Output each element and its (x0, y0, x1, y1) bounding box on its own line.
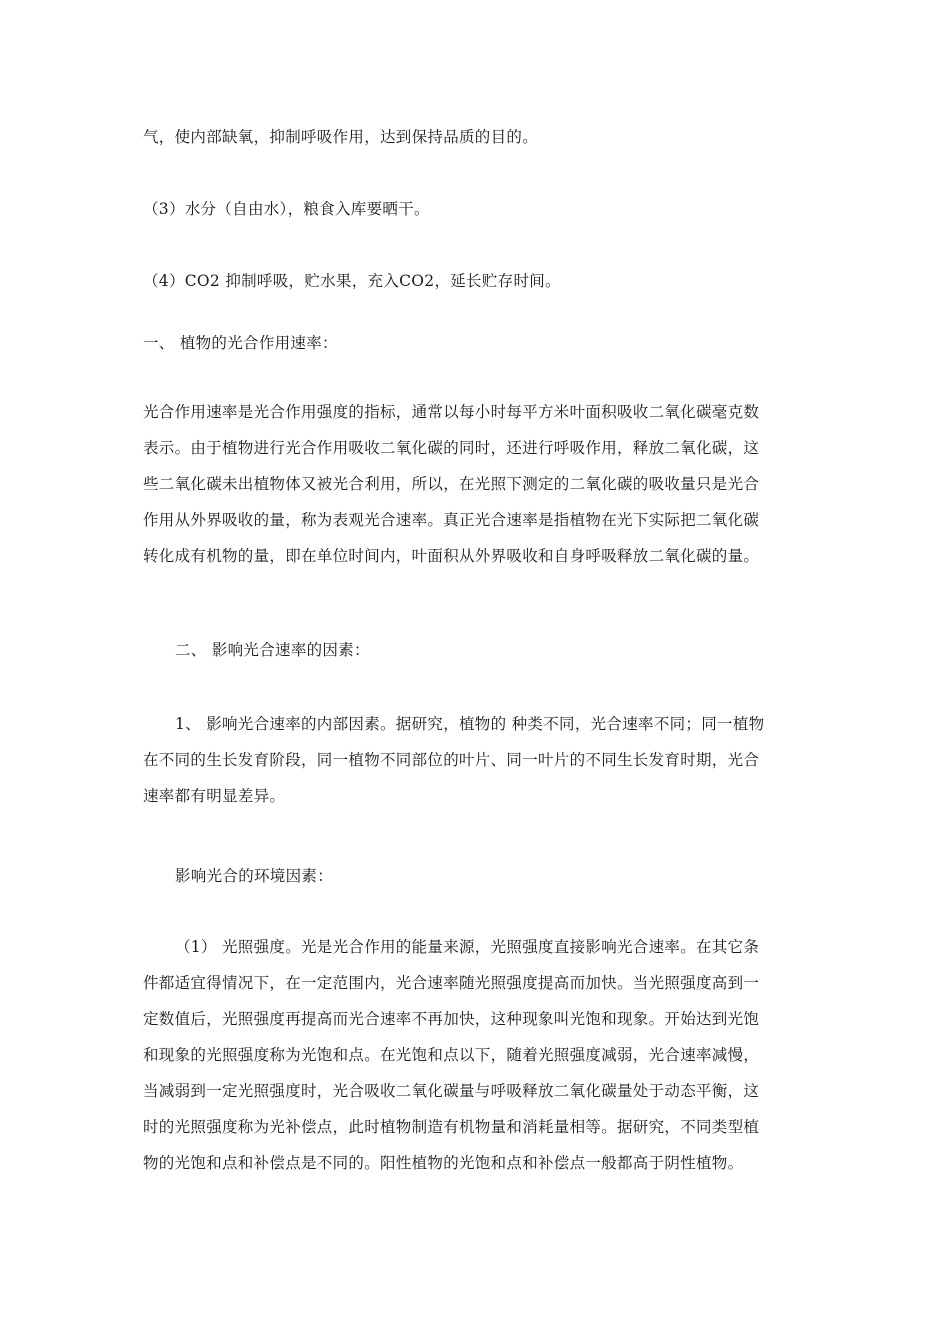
paragraph-line: 件都适宜得情况下，在一定范围内，光合速率随光照强度提高而加快。当光照强度高到一 (143, 974, 760, 992)
paragraph-line: 定数值后，光照强度再提高而光合速率不再加快，这种现象叫光饱和现象。开始达到光饱 (143, 1010, 760, 1028)
section-heading: 影响光合的环境因素： (175, 867, 334, 885)
paragraph-line: 和现象的光照强度称为光饱和点。在光饱和点以下，随着光照强度减弱，光合速率减慢， (143, 1046, 760, 1064)
paragraph-photosynthesis-rate (143, 394, 813, 574)
paragraph-line: 些二氧化碳未出植物体又被光合利用，所以，在光照下测定的二氧化碳的吸收量只是光合 (143, 475, 760, 493)
paragraph-line: （1） 光照强度。光是光合作用的能量来源，光照强度直接影响光合速率。在其它条 (175, 938, 760, 956)
paragraph-light-intensity (143, 929, 813, 1181)
paragraph-line: 时的光照强度称为光补偿点，此时植物制造有机物量和消耗量相等。据研究，不同类型植 (143, 1118, 760, 1136)
paragraph-line: 1、 影响光合速率的内部因素。据研究，植物的 种类不同，光合速率不同；同一植物 (175, 715, 765, 733)
paragraph-line: 作用从外界吸收的量，称为表观光合速率。真正光合速率是指植物在光下实际把二氧化碳 (143, 511, 760, 529)
paragraph-line: 速率都有明显差异。 (143, 787, 286, 805)
paragraph-line: 表示。由于植物进行光合作用吸收二氧化碳的同时，还进行呼吸作用，释放二氧化碳，这 (143, 439, 760, 457)
paragraph-line: 在不同的生长发育阶段，同一植物不同部位的叶片、同一叶片的不同生长发育时期，光合 (143, 751, 760, 769)
text-line: 气，使内部缺氧，抑制呼吸作用，达到保持品质的目的。 (143, 128, 539, 146)
section-heading: 一、 植物的光合作用速率： (143, 334, 338, 352)
paragraph-internal-factors (143, 706, 813, 814)
paragraph-line: 物的光饱和点和补偿点是不同的。阳性植物的光饱和点和补偿点一般都高于阴性植物。 (143, 1154, 744, 1172)
paragraph-line: 转化成有机物的量，即在单位时间内，叶面积从外界吸收和自身呼吸释放二氧化碳的量。 (143, 547, 760, 565)
paragraph-line: 当减弱到一定光照强度时，光合吸收二氧化碳量与呼吸释放二氧化碳量处于动态平衡，这 (143, 1082, 760, 1100)
text-line: （4）CO2 抑制呼吸，贮水果，充入CO2，延长贮存时间。 (143, 272, 561, 290)
text-line: （3）水分（自由水），粮食入库要晒干。 (143, 200, 430, 218)
paragraph-line: 光合作用速率是光合作用强度的指标，通常以每小时每平方米叶面积吸收二氧化碳毫克数 (143, 403, 760, 421)
section-heading: 二、 影响光合速率的因素： (175, 641, 370, 659)
